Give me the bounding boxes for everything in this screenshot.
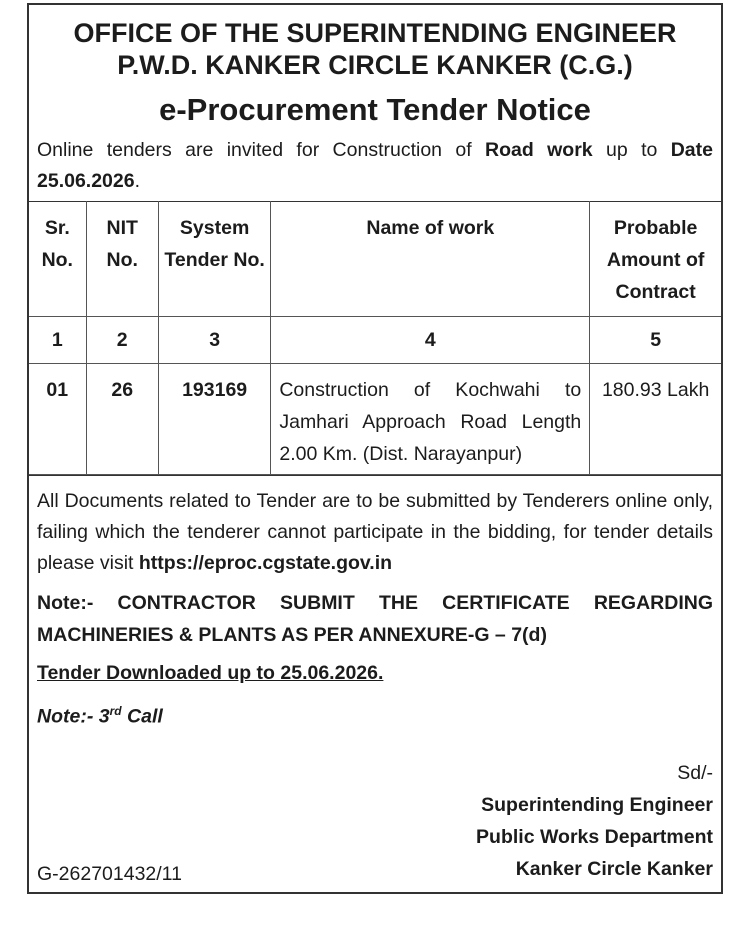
- intro-paragraph: [29, 129, 721, 197]
- signatory-circle: Kanker Circle Kanker: [515, 858, 713, 880]
- signatory-department: Public Works Department: [476, 826, 713, 848]
- call-note: [29, 689, 721, 733]
- amount-cell: 180.93 Lakh: [590, 364, 721, 475]
- reference-number: G-262701432/11: [37, 863, 182, 885]
- notice-header: [29, 17, 721, 129]
- circle-title: P.W.D. KANKER CIRCLE KANKER (C.G.): [117, 50, 633, 80]
- call-note-sup: rd: [109, 704, 122, 718]
- eproc-link[interactable]: https://eproc.cgstate.gov.in: [138, 552, 393, 574]
- intro-date: Date 25.06.2026: [37, 139, 713, 192]
- tender-table: [29, 201, 721, 475]
- notice-title: e-Procurement Tender Notice: [159, 92, 591, 127]
- col-number: 4: [271, 317, 590, 364]
- signature-sd: Sd/-: [677, 762, 713, 784]
- instructions-text: All Documents related to Tender are to be submitted by Tenderers online only, failing which the tenderer cannot participate in the bidding, for tender details please visit: [37, 490, 713, 574]
- intro-text-2: up to: [592, 139, 671, 161]
- system-tender-cell: 193169: [158, 364, 270, 475]
- download-deadline-text: Tender Downloaded up to 25.06.2026.: [37, 662, 384, 684]
- intro-work-type: Road work: [485, 139, 593, 161]
- col-header-nit: NIT No.: [86, 202, 158, 317]
- col-header-work: Name of work: [271, 202, 590, 317]
- intro-text: Online tenders are invited for Construction of: [37, 139, 486, 161]
- sr-no-cell: 01: [29, 364, 86, 475]
- call-note-prefix: Note:- 3: [37, 705, 110, 728]
- tender-notice: [27, 3, 723, 894]
- table-header-row: [29, 202, 721, 317]
- col-number: 3: [158, 317, 270, 364]
- col-header-sr: Sr. No.: [29, 202, 86, 317]
- col-header-system: System Tender No.: [158, 202, 270, 317]
- call-note-suffix: Call: [121, 705, 163, 728]
- office-title: OFFICE OF THE SUPERINTENDING ENGINEER: [73, 18, 677, 48]
- col-number: 2: [86, 317, 158, 364]
- col-number: 1: [29, 317, 86, 364]
- intro-text-3: .: [134, 170, 141, 192]
- table-row: [29, 364, 721, 475]
- col-header-amount: Probable Amount of Contract: [590, 202, 721, 317]
- column-number-row: [29, 317, 721, 364]
- col-number: 5: [590, 317, 721, 364]
- signature-block: [476, 757, 713, 885]
- signatory-title: Superintending Engineer: [481, 794, 713, 816]
- contractor-note: Note:- CONTRACTOR SUBMIT THE CERTIFICATE REGARDING MACHINERIES & PLANTS AS PER ANNEXURE-G – 7(d): [37, 592, 713, 646]
- nit-no-cell: 26: [86, 364, 158, 475]
- instructions-paragraph: [29, 475, 721, 579]
- download-deadline: [29, 651, 721, 689]
- work-name-cell: Construction of Kochwahi to Jamhari Approach Road Length 2.00 Km. (Dist. Narayanpur): [271, 364, 590, 475]
